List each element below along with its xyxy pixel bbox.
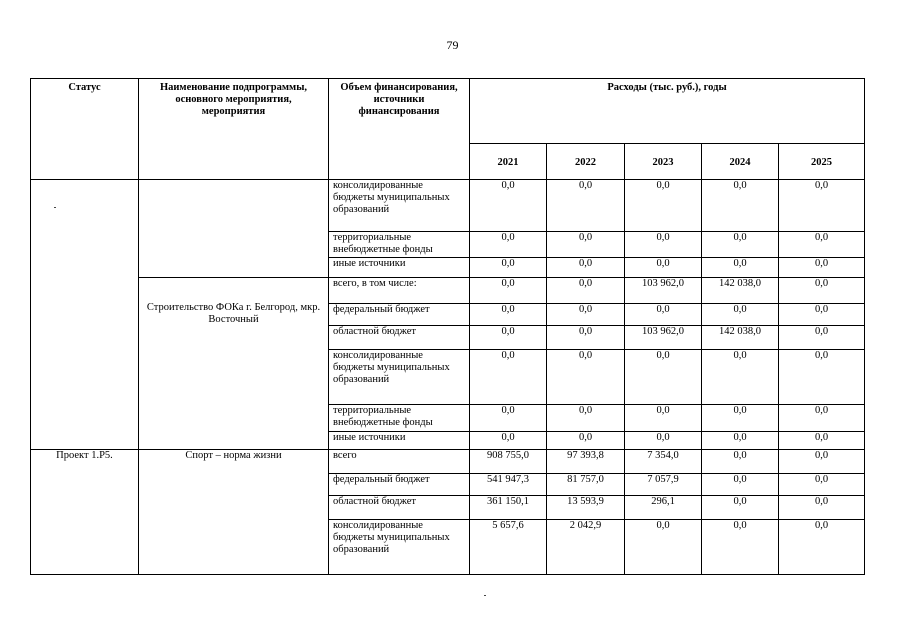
- value-cell: 0,0: [702, 180, 779, 232]
- value-cell: 0,0: [625, 405, 702, 432]
- value-cell: 0,0: [779, 450, 865, 474]
- value-cell: 0,0: [779, 474, 865, 496]
- source-cell: федеральный бюджет: [329, 474, 470, 496]
- source-cell: территориальные внебюджетные фонды: [329, 232, 470, 258]
- header-year: 2021: [470, 144, 547, 180]
- value-cell: 0,0: [702, 496, 779, 520]
- value-cell: 103 962,0: [625, 326, 702, 350]
- value-cell: 0,0: [702, 405, 779, 432]
- value-cell: 0,0: [547, 258, 625, 278]
- page-number: 79: [446, 38, 459, 52]
- value-cell: 0,0: [470, 432, 547, 450]
- value-cell: 0,0: [547, 232, 625, 258]
- value-cell: 0,0: [779, 326, 865, 350]
- value-cell: 908 755,0: [470, 450, 547, 474]
- value-cell: 0,0: [470, 232, 547, 258]
- source-cell: консолидированные бюджеты муниципальных образований: [329, 180, 470, 232]
- value-cell: 0,0: [547, 432, 625, 450]
- value-cell: 0,0: [470, 326, 547, 350]
- value-cell: 0,0: [702, 350, 779, 405]
- name-cell: [139, 180, 329, 278]
- table-body: [31, 180, 865, 575]
- status-cell: [31, 180, 139, 278]
- value-cell: 103 962,0: [625, 278, 702, 304]
- value-cell: 97 393,8: [547, 450, 625, 474]
- value-cell: 0,0: [779, 180, 865, 232]
- header-year: 2023: [625, 144, 702, 180]
- table-row: [31, 180, 865, 232]
- status-cell: [31, 278, 139, 450]
- status-cell: Проект 1.Р5.: [31, 450, 139, 575]
- header-status: Статус: [31, 79, 139, 180]
- value-cell: 0,0: [470, 350, 547, 405]
- scan-speck: [484, 595, 486, 596]
- header-expenses: Расходы (тыс. руб.), годы: [470, 79, 865, 144]
- name-cell: Строительство ФОКа г. Белгород, мкр. Восточный: [139, 278, 329, 450]
- header-year: 2025: [779, 144, 865, 180]
- source-cell: областной бюджет: [329, 496, 470, 520]
- value-cell: 0,0: [547, 180, 625, 232]
- value-cell: 0,0: [702, 474, 779, 496]
- value-cell: 7 354,0: [625, 450, 702, 474]
- source-cell: иные источники: [329, 258, 470, 278]
- value-cell: 0,0: [779, 520, 865, 575]
- value-cell: 0,0: [547, 304, 625, 326]
- value-cell: 296,1: [625, 496, 702, 520]
- value-cell: 0,0: [779, 350, 865, 405]
- value-cell: 0,0: [702, 520, 779, 575]
- source-cell: областной бюджет: [329, 326, 470, 350]
- value-cell: 0,0: [470, 405, 547, 432]
- source-cell: консолидированные бюджеты муниципальных образований: [329, 520, 470, 575]
- value-cell: 0,0: [779, 496, 865, 520]
- value-cell: 13 593,9: [547, 496, 625, 520]
- source-cell: всего: [329, 450, 470, 474]
- value-cell: 0,0: [625, 258, 702, 278]
- value-cell: 0,0: [625, 304, 702, 326]
- value-cell: 0,0: [625, 350, 702, 405]
- value-cell: 0,0: [547, 326, 625, 350]
- value-cell: 5 657,6: [470, 520, 547, 575]
- value-cell: 142 038,0: [702, 326, 779, 350]
- name-cell: Спорт – норма жизни: [139, 450, 329, 575]
- value-cell: 0,0: [779, 278, 865, 304]
- value-cell: 0,0: [625, 180, 702, 232]
- value-cell: 361 150,1: [470, 496, 547, 520]
- value-cell: 81 757,0: [547, 474, 625, 496]
- value-cell: 0,0: [779, 232, 865, 258]
- budget-table: [30, 78, 865, 575]
- source-cell: всего, в том числе:: [329, 278, 470, 304]
- header-name: Наименование подпрограммы, основного мероприятия, мероприятия: [139, 79, 329, 180]
- scan-speck: [54, 207, 56, 208]
- value-cell: 0,0: [702, 432, 779, 450]
- value-cell: 2 042,9: [547, 520, 625, 575]
- value-cell: 0,0: [470, 180, 547, 232]
- value-cell: 0,0: [702, 258, 779, 278]
- value-cell: 0,0: [547, 278, 625, 304]
- table-row: [31, 450, 865, 474]
- value-cell: 0,0: [547, 405, 625, 432]
- value-cell: 0,0: [779, 432, 865, 450]
- value-cell: 0,0: [702, 450, 779, 474]
- value-cell: 0,0: [625, 232, 702, 258]
- value-cell: 0,0: [702, 232, 779, 258]
- value-cell: 0,0: [779, 258, 865, 278]
- header-year: 2022: [547, 144, 625, 180]
- value-cell: 7 057,9: [625, 474, 702, 496]
- source-cell: консолидированные бюджеты муниципальных образований: [329, 350, 470, 405]
- value-cell: 0,0: [547, 350, 625, 405]
- source-cell: федеральный бюджет: [329, 304, 470, 326]
- value-cell: 0,0: [625, 432, 702, 450]
- value-cell: 0,0: [470, 258, 547, 278]
- value-cell: 541 947,3: [470, 474, 547, 496]
- value-cell: 0,0: [470, 278, 547, 304]
- header-year: 2024: [702, 144, 779, 180]
- value-cell: 0,0: [625, 520, 702, 575]
- value-cell: 142 038,0: [702, 278, 779, 304]
- value-cell: 0,0: [702, 304, 779, 326]
- source-cell: территориальные внебюджетные фонды: [329, 405, 470, 432]
- value-cell: 0,0: [779, 405, 865, 432]
- value-cell: 0,0: [779, 304, 865, 326]
- value-cell: 0,0: [470, 304, 547, 326]
- header-volume: Объем финансирования, источники финансирования: [329, 79, 470, 180]
- table-row: [31, 278, 865, 304]
- source-cell: иные источники: [329, 432, 470, 450]
